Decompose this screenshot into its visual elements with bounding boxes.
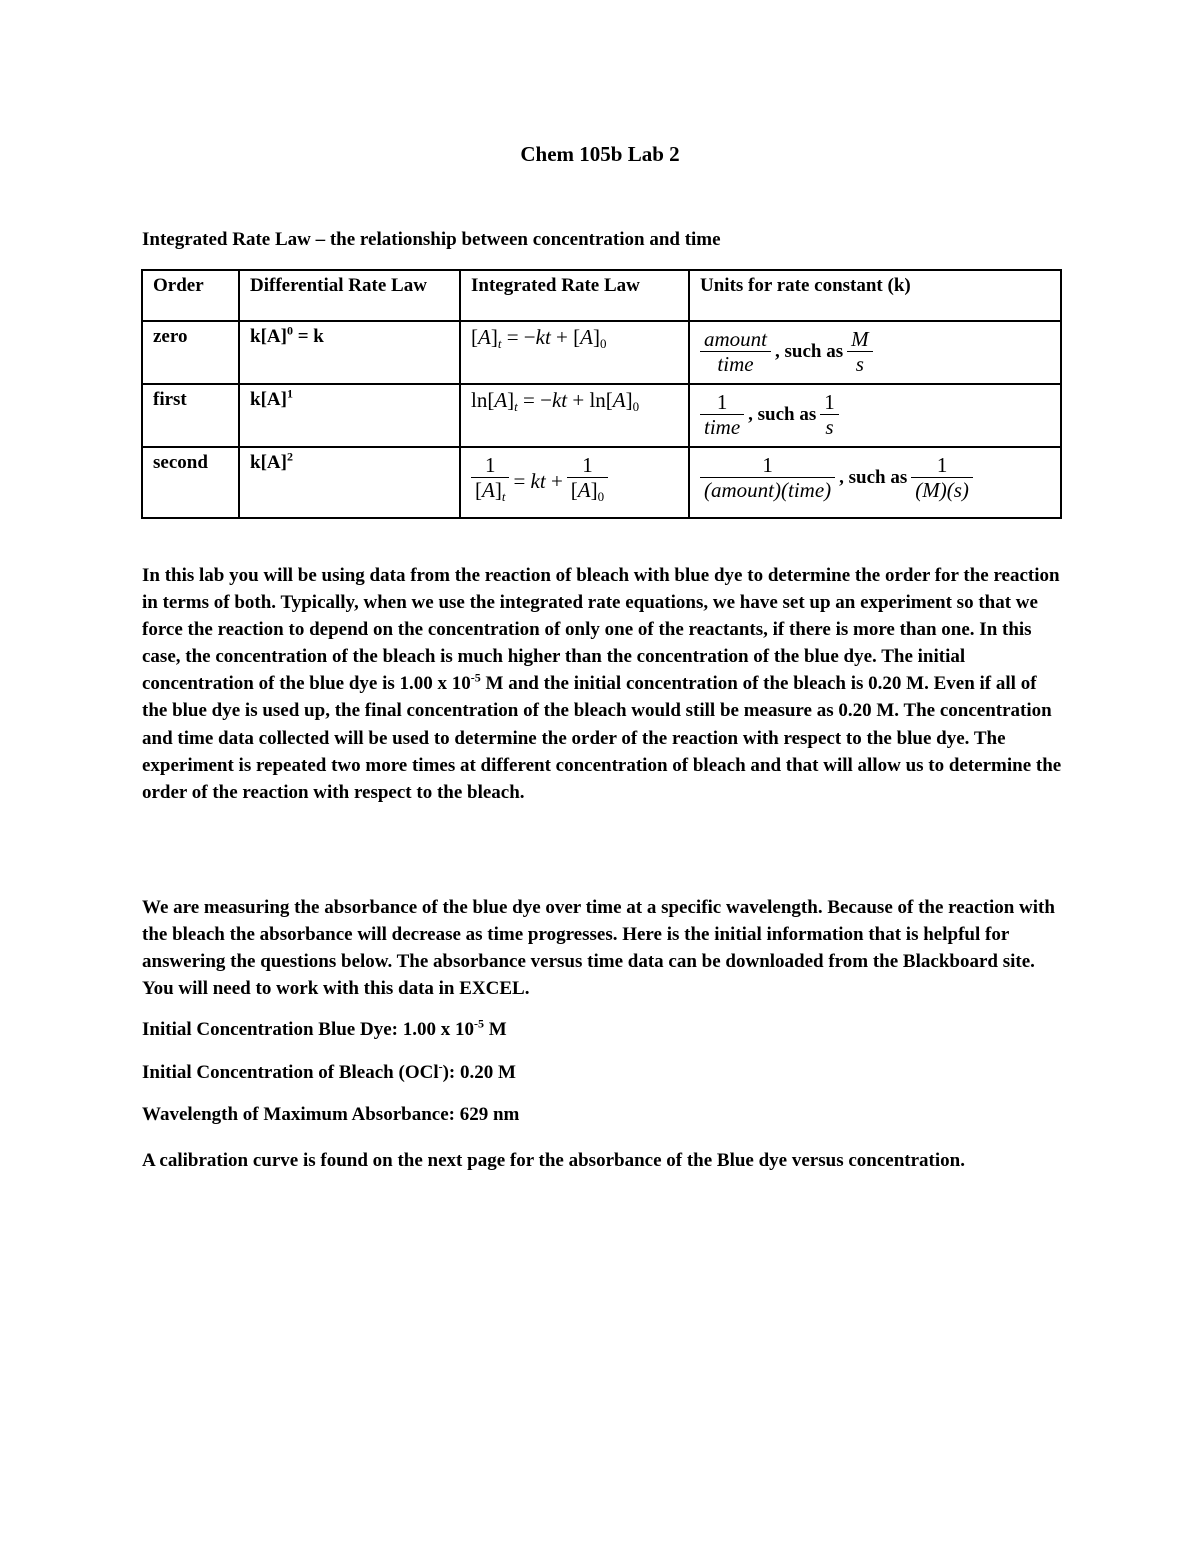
- intro-paragraph: In this lab you will be using data from the reaction of bleach with blue dye to determine the order for the reaction in terms of both. Typically, when we use the integrated rate equations, we have set up an experiment so that we force the reaction to depend on the concentration of only one of the reactants, if there is more than one. In this case, the concentration of the bleach is much higher than the concentration of the blue dye. The initial concentration of the blue dye is 1.00 x $10^{-5}$ M and the initial concentration of the bleach is 0.20 M. Even if all of the blue dye is used up, the final concentration of the bleach would still be measure as 0.20 M. The concentration and time data collected will be used to determine the order of the reaction with respect to the blue dye. The experiment is repeated two more times at different concentration of bleach and that will allow us to determine the order of the reaction with respect to the bleach.: [142, 565, 1062, 803]
- units-cell: [689, 384, 1061, 447]
- units-fraction: $\frac{\text{amount}}{\text{time}}$: [700, 327, 771, 376]
- header-units: Units for rate constant (k): [689, 270, 1061, 321]
- rate-law-table: [141, 269, 1062, 519]
- differential-cell: [239, 447, 460, 518]
- dye-concentration: Initial Concentration Blue Dye: 1.00 x $10^{-5}$ M: [142, 1016, 507, 1040]
- wavelength: Wavelength of Maximum Absorbance: 629 nm: [142, 1104, 520, 1125]
- measurement-paragraph: We are measuring the absorbance of the blue dye over time at a specific wavelength. Because of the reaction with the bleach the absorbance will decrease as time progresses. Here is the initial information that is helpful for answering the questions below. The absorbance versus time data can be downloaded from the Blackboard site. You will need to work with this data in EXCEL.: [142, 897, 1055, 1000]
- differential-cell: [239, 321, 460, 384]
- differential-cell: [239, 384, 460, 447]
- diff-exp: 2: [286, 449, 293, 464]
- units-cell: [689, 447, 1061, 518]
- units-fraction: $\frac{1}{\text{time}}$: [700, 390, 744, 439]
- integrated-equation: $[A]_t = -kt + [A]_0$: [471, 325, 607, 351]
- table-header-row: [142, 270, 1061, 321]
- diff-base: k[A]: [250, 389, 287, 410]
- section-heading: Integrated Rate Law – the relationship between concentration and time: [142, 229, 721, 250]
- bleach-concentration: Initial Concentration of Bleach (OCl-): 0.20 M: [142, 1059, 516, 1083]
- table-row: [142, 384, 1061, 447]
- units-fraction: $\frac{1}{\text{(amount)(time)}}$: [700, 453, 835, 502]
- diff-base: k[A]: [250, 326, 287, 347]
- example-fraction: $\frac{1}{s}$: [820, 390, 839, 439]
- order-cell: zero: [142, 321, 239, 384]
- order-cell: second: [142, 447, 239, 518]
- integrated-equation: $\ln[A]_t = -kt + \ln[A]_0$: [471, 388, 640, 414]
- diff-exp: 1: [286, 386, 293, 401]
- integrated-equation: $\frac{1}{[A]_t}$ = kt + $\frac{1}{[A]_0}$: [471, 453, 678, 509]
- example-fraction: $\frac{M}{s}$: [847, 327, 873, 376]
- integrated-cell: [460, 384, 689, 447]
- diff-tail: = k: [292, 326, 324, 347]
- header-differential: Differential Rate Law: [239, 270, 460, 321]
- header-integrated: Integrated Rate Law: [460, 270, 689, 321]
- integrated-cell: [460, 447, 689, 518]
- such-as: , such as: [775, 340, 844, 362]
- units-cell: [689, 321, 1061, 384]
- page-title: Chem 105b Lab 2: [520, 142, 680, 166]
- such-as: , such as: [748, 403, 817, 425]
- such-as: , such as: [839, 466, 908, 488]
- diff-base: k[A]: [250, 452, 287, 473]
- example-fraction: $\frac{1}{(M)(s)}$: [911, 453, 973, 502]
- diff-exp: 0: [286, 323, 293, 338]
- calibration-note: A calibration curve is found on the next page for the absorbance of the Blue dye versus concentration.: [142, 1150, 965, 1171]
- table-row: [142, 447, 1061, 518]
- table-row: [142, 321, 1061, 384]
- header-order: Order: [142, 270, 239, 321]
- integrated-cell: [460, 321, 689, 384]
- order-cell: first: [142, 384, 239, 447]
